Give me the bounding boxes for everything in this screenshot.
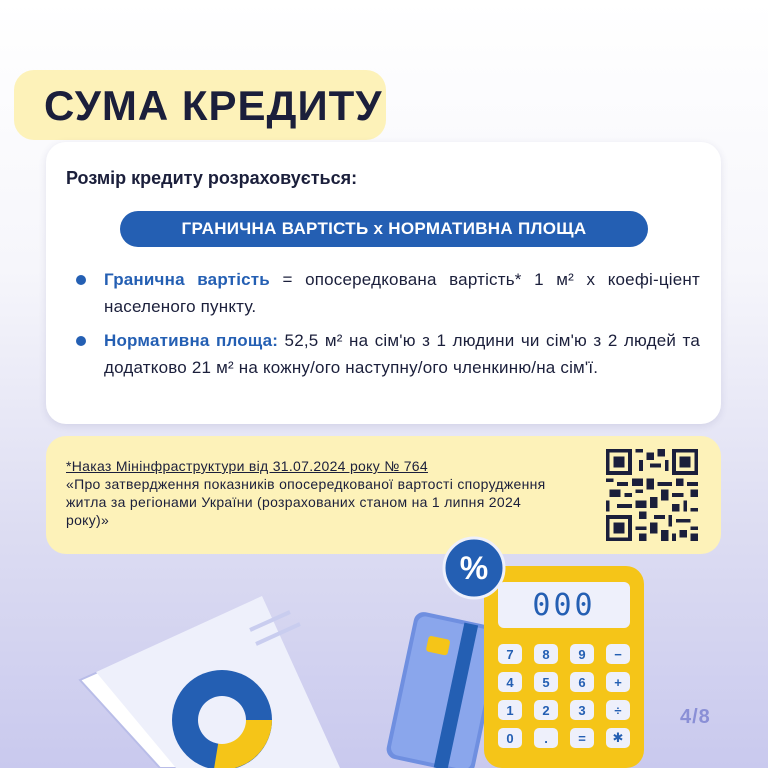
page-number: 4/8 [680, 706, 711, 728]
bullet-term: Гранична вартість [104, 270, 270, 289]
bullet-item-standard-area [76, 327, 700, 381]
calculator-key: 7 [498, 644, 522, 664]
calculator-key: 8 [534, 644, 558, 664]
percent-badge: % [459, 549, 489, 586]
calculator-key: . [534, 728, 558, 748]
calculator-key: 5 [534, 672, 558, 692]
calculator-key: − [606, 644, 630, 664]
calculator-keypad [498, 644, 630, 748]
card-heading: Розмір кредиту розраховується: [66, 168, 358, 188]
report-document-icon [80, 596, 340, 768]
footnote-body: «Про затвердження показників опосередкованої вартості спорудження житла за регіонами України (розрахованих станом на 1 липня 2024 року)» [66, 476, 546, 528]
formula-pill: ГРАНИЧНА ВАРТІСТЬ х НОРМАТИВНА ПЛОЩА [120, 211, 648, 247]
footnote-reference: *Наказ Мінінфраструктури від 31.07.2024 року № 764 [66, 458, 428, 474]
calculator-display: 000 [532, 587, 596, 623]
calculator-key: ÷ [606, 700, 630, 720]
bullet-description: = опосередкована вартість* 1 м² х коефі-ціент населеного пункту. [104, 270, 701, 316]
bullet-term: Нормативна площа: [104, 331, 279, 350]
qr-code-icon[interactable] [606, 449, 698, 541]
page-title: СУМА КРЕДИТУ [44, 82, 383, 129]
calculator-key: 2 [534, 700, 558, 720]
bullet-dot [76, 336, 86, 346]
footnote [66, 457, 566, 529]
calculator-key: = [570, 728, 594, 748]
bullet-description: 52,5 м² на сім'ю з 1 людини чи сім'ю з 2 людей та додатково 21 м² на кожну/ого наступну/ого членкиню/на сім'ї. [104, 331, 700, 377]
calculator-key: 0 [498, 728, 522, 748]
calculator-key: + [606, 672, 630, 692]
finance-illustration [0, 530, 768, 768]
calculator-key: 4 [498, 672, 522, 692]
calculator-key: 9 [570, 644, 594, 664]
bullet-item-limit-cost [76, 266, 700, 320]
calculator-key: 6 [570, 672, 594, 692]
bullet-dot [76, 275, 86, 285]
calculator-key: 1 [498, 700, 522, 720]
calculator-key: ✱ [606, 728, 630, 748]
calculator-key: 3 [570, 700, 594, 720]
